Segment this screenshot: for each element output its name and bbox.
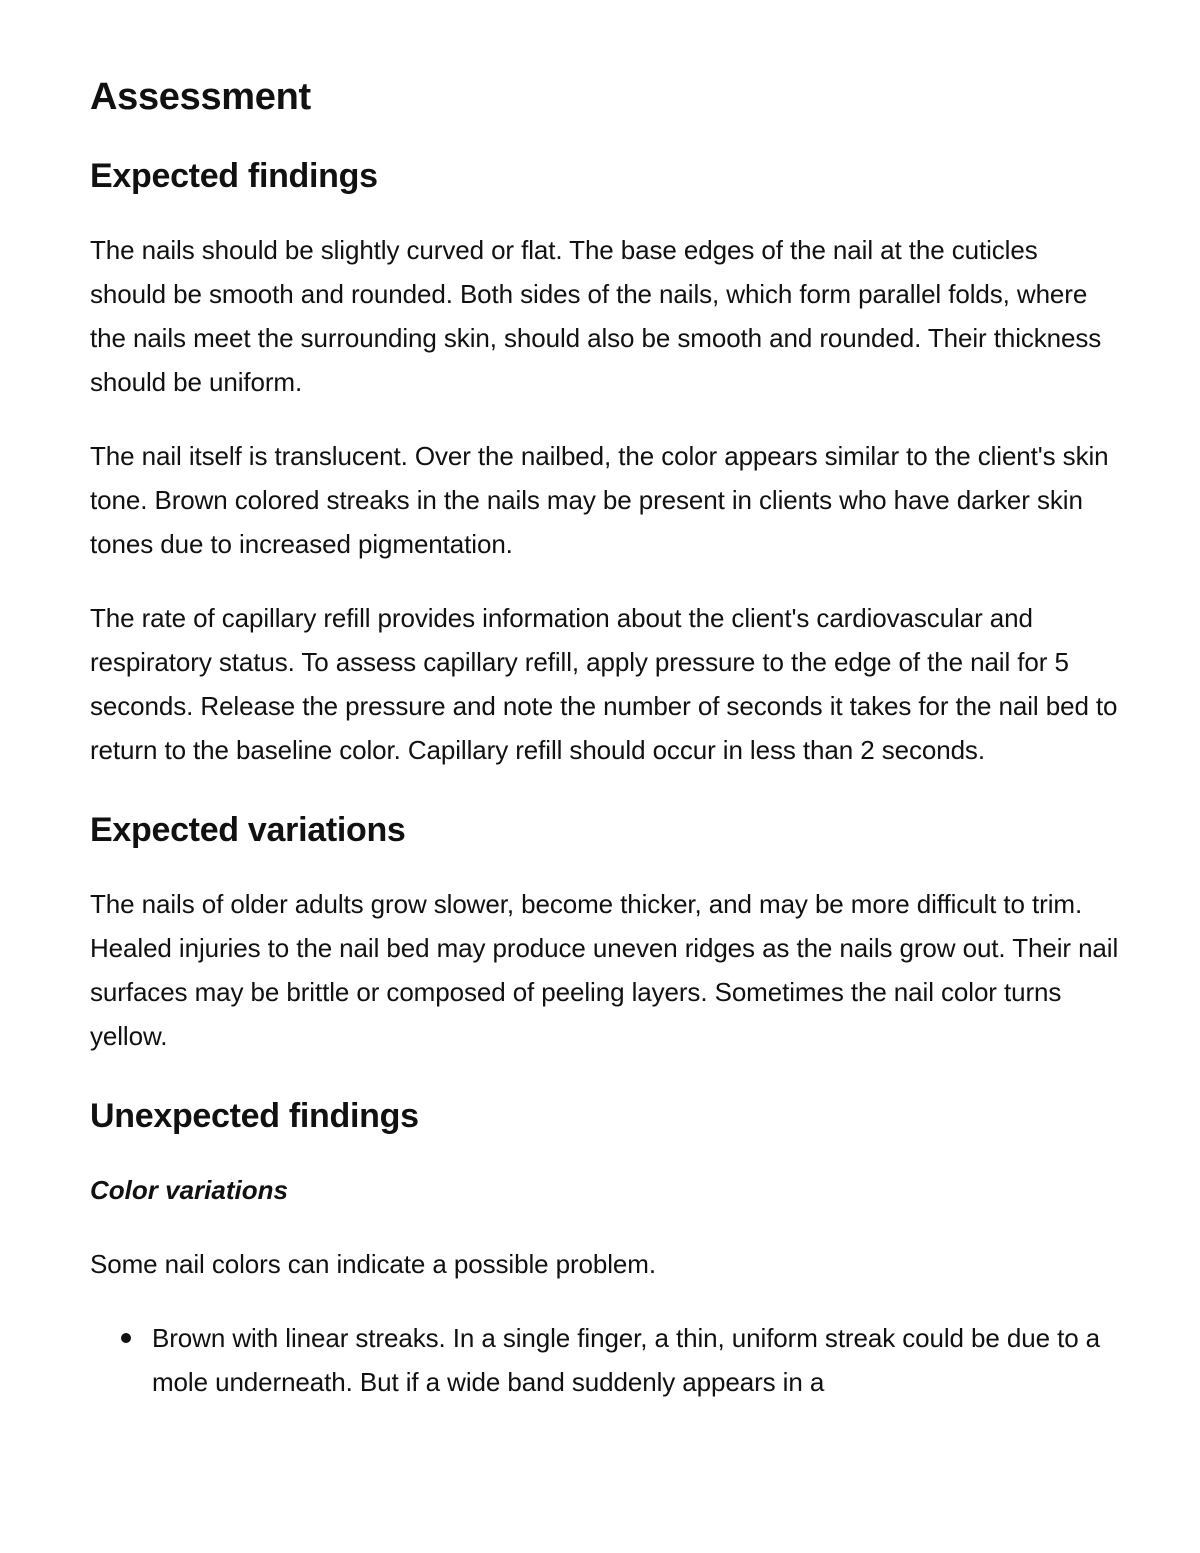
section-heading-expected-variations: Expected variations	[90, 811, 406, 849]
subheading-color-variations: Color variations	[90, 1175, 288, 1205]
document-page	[90, 70, 1120, 1404]
list-item-text: Brown with linear streaks. In a single finger, a thin, uniform streak could be due to a mole underneath. But if a wide band suddenly appears in a	[152, 1323, 1101, 1397]
unexpected-findings-intro: Some nail colors can indicate a possible problem.	[90, 1249, 656, 1279]
unexpected-findings-section	[90, 1092, 1120, 1404]
page-title: Assessment	[90, 76, 311, 118]
expected-findings-paragraph-1: The nails should be slightly curved or flat. The base edges of the nail at the cuticles should be smooth and rounded. Both sides of the nails, which form parallel folds, where the nails meet the surrounding skin, should also be smooth and rounded. Their thickness should be uniform.	[90, 235, 1102, 397]
expected-variations-paragraph-1: The nails of older adults grow slower, become thicker, and may be more difficult to trim. Healed injuries to the nail bed may produce uneven ridges as the nails grow out. Their nail surfaces may be brittle or composed of peeling layers. Sometimes the nail color turns yellow.	[90, 889, 1119, 1051]
expected-findings-paragraph-2: The nail itself is translucent. Over the nailbed, the color appears similar to the client's skin tone. Brown colored streaks in the nails may be present in clients who have darker skin tones due to increased pigmentation.	[90, 441, 1109, 559]
color-variations-list	[90, 1316, 1120, 1404]
bullet-icon	[121, 1333, 131, 1343]
section-heading-unexpected-findings: Unexpected findings	[90, 1097, 419, 1135]
expected-findings-section	[90, 152, 1120, 772]
expected-findings-paragraph-3: The rate of capillary refill provides information about the client's cardiovascular and respiratory status. To assess capillary refill, apply pressure to the edge of the nail for 5 seconds. Release the pressure and note the number of seconds it takes for the nail bed to return to the baseline color. Capillary refill should occur in less than 2 seconds.	[90, 603, 1118, 765]
expected-variations-section	[90, 806, 1120, 1058]
section-heading-expected-findings: Expected findings	[90, 157, 378, 195]
list-item	[90, 1316, 1120, 1404]
